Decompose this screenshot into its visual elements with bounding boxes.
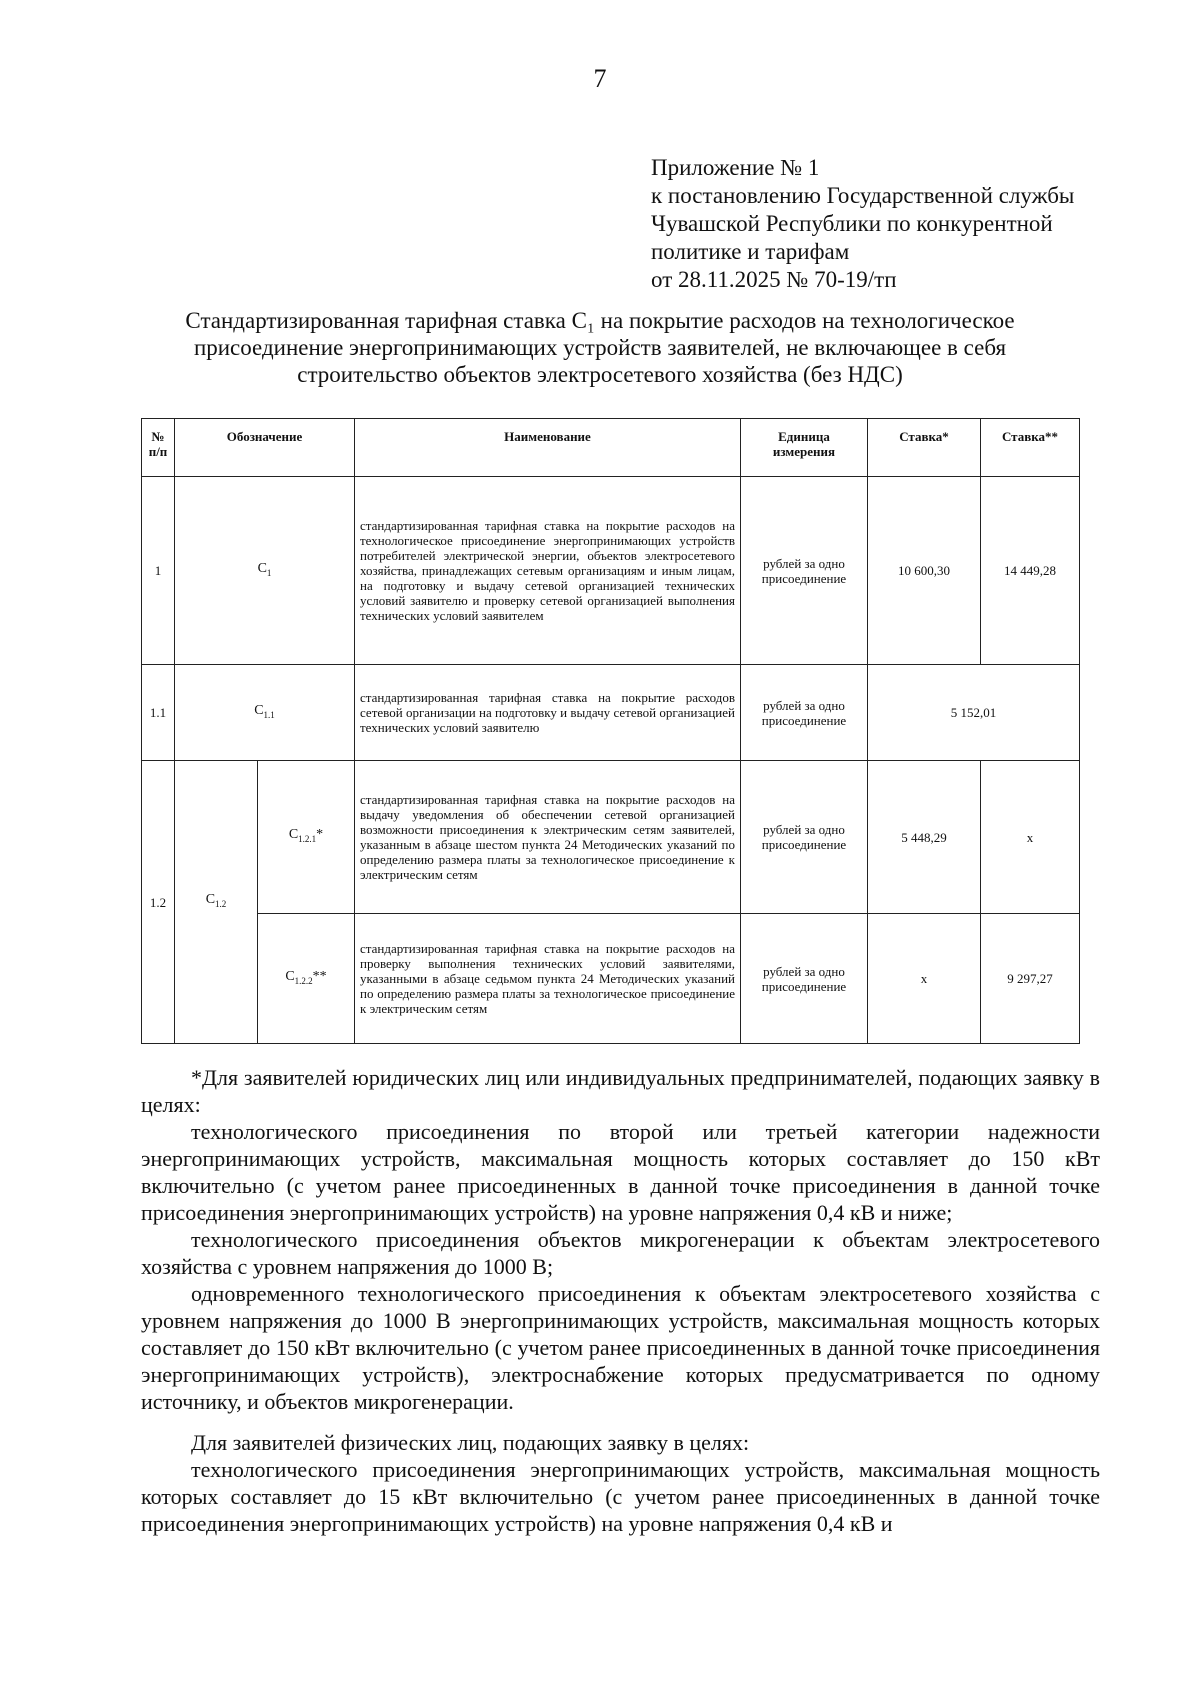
row-num: 1.1 <box>142 665 175 761</box>
row-rate-1: 10 600,30 <box>868 477 981 665</box>
title-line-1: Стандартизированная тарифная ставка C₁ на покрытие расходов на технологическое <box>185 308 1015 333</box>
header-name: Наименование <box>355 419 741 477</box>
code-letter: C <box>288 827 299 843</box>
appendix-line-2: к постановлению Государственной службы <box>651 183 1075 208</box>
row-unit: рублей за одно присоединение <box>741 761 868 914</box>
appendix-line-1: Приложение № 1 <box>651 155 820 180</box>
code-subscript: 1.2.2 <box>294 975 313 986</box>
note-paragraph: одновременного технологического присоединения к объектам электросетевого хозяйства с уровнем напряжения до 1000 В энергопринимающих устройств, максимальная мощность которых составляет до 150 кВт включительно (с учетом ранее присоединенных в данной точке присоединения энергопринимающих устройств), электроснабжение которых предусматривается по одному источнику, и объектов микрогенерации. <box>141 1281 1100 1414</box>
table-row <box>142 665 1080 761</box>
row-rate-merged: 5 152,01 <box>868 665 1080 761</box>
code-subscript: 1 <box>266 567 272 578</box>
appendix-line-5: от 28.11.2025 № 70-19/тп <box>651 267 897 292</box>
code-letter: C <box>254 702 264 718</box>
table-header-row <box>142 419 1080 477</box>
row-rate-2: x <box>981 761 1080 914</box>
note-paragraph: Для заявителей физических лиц, подающих заявку в целях: <box>191 1430 750 1455</box>
table-row <box>142 761 1080 914</box>
row-rate-1: 5 448,29 <box>868 761 981 914</box>
appendix-line-3: Чувашской Республики по конкурентной <box>651 211 1053 236</box>
row-description: стандартизированная тарифная ставка на покрытие расходов на проверку выполнения технических условий заявителями, указанными в абзаце седьмом пункта 24 Методических указаний по определению размера платы за технологическое присоединение к электрическим сетям <box>355 914 741 1044</box>
row-description: стандартизированная тарифная ставка на покрытие расходов на технологическое присоединение энергопринимающих устройств потребителей электрической энергии, объектов электросетевого хозяйства, принадлежащих сетевым организациям и иным лицам, на подготовку и выдачу сетевой организацией технических условий заявителю и проверку сетевой организацией выполнения технических условий заявителем <box>355 477 741 665</box>
note-paragraph: *Для заявителей юридических лиц или индивидуальных предпринимателей, подающих заявку в целях: <box>141 1065 1100 1117</box>
row-description: стандартизированная тарифная ставка на покрытие расходов сетевой организации на подготовку и выдачу сетевой организацией технических условий заявителю <box>355 665 741 761</box>
row-rate-2: 14 449,28 <box>981 477 1080 665</box>
row-unit: рублей за одно присоединение <box>741 914 868 1044</box>
header-designation: Обозначение <box>175 419 355 477</box>
subrow-code <box>258 761 355 914</box>
header-unit: Единица измерения <box>741 419 868 477</box>
row-description: стандартизированная тарифная ставка на покрытие расходов на выдачу уведомления об обеспечении сетевой организацией возможности присоединения к электрическим сетям заявителей, указанным в абзаце шестом пункта 24 Методических указаний по определению размера платы за технологическое присоединение к электрическим сетям <box>355 761 741 914</box>
table-row <box>142 914 1080 1044</box>
header-rate-2: Ставка** <box>981 419 1080 477</box>
title-line-3: строительство объектов электросетевого хозяйства (без НДС) <box>297 362 903 387</box>
table-row <box>142 477 1080 665</box>
row-code <box>175 665 355 761</box>
row-code <box>175 477 355 665</box>
document-title <box>150 307 1050 388</box>
row-num: 1.2 <box>142 761 175 1044</box>
note-paragraph: технологического присоединения энергопринимающих устройств, максимальная мощность которых составляет до 15 кВт включительно (с учетом ранее присоединенных в данной точке присоединения энергопринимающих устройств) на уровне напряжения 0,4 кВ и <box>141 1457 1100 1536</box>
row-rate-2: 9 297,27 <box>981 914 1080 1044</box>
note-paragraph: технологического присоединения объектов микрогенерации к объектам электросетевого хозяйства с уровнем напряжения до 1000 В; <box>141 1227 1100 1279</box>
code-letter: C <box>285 968 295 984</box>
note-paragraph: технологического присоединения по второй или третьей категории надежности энергопринимающих устройств, максимальная мощность которых составляет до 150 кВт включительно (с учетом ранее присоединенных в данной точке присоединения в данной точке присоединения энергопринимающих устройств) на уровне напряжения 0,4 кВ и ниже; <box>141 1119 1100 1225</box>
rates-table <box>141 418 1080 1044</box>
appendix-line-4: политике и тарифам <box>651 239 850 264</box>
code-mark: ** <box>312 968 327 984</box>
code-mark: * <box>316 827 324 843</box>
row-rate-1: x <box>868 914 981 1044</box>
row-code <box>175 761 258 1044</box>
page-number: 7 <box>593 64 607 93</box>
row-unit: рублей за одно присоединение <box>741 665 868 761</box>
subrow-code <box>258 914 355 1044</box>
code-subscript: 1.1 <box>263 709 275 720</box>
appendix-header <box>651 154 1074 294</box>
code-subscript: 1.2 <box>215 898 227 909</box>
header-num: № п/п <box>142 419 175 477</box>
footnotes <box>141 1064 1100 1537</box>
header-rate-1: Ставка* <box>868 419 981 477</box>
title-line-2: присоединение энергопринимающих устройств заявителей, не включающее в себя <box>193 335 1007 360</box>
row-unit: рублей за одно присоединение <box>741 477 868 665</box>
code-letter: C <box>257 560 267 576</box>
code-letter: C <box>205 892 216 908</box>
code-subscript: 1.2.1 <box>298 833 317 844</box>
row-num: 1 <box>142 477 175 665</box>
